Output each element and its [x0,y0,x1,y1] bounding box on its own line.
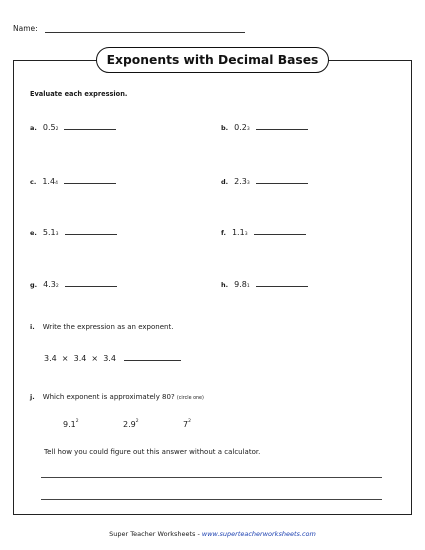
problem-base: 0.5 [42,123,56,132]
answer-blank [65,285,117,287]
question-i-expression [44,354,181,363]
problem-f [221,228,306,237]
problem-letter: f. [221,229,226,237]
choice-base: 2.9 [123,420,136,429]
problem-d [221,177,308,186]
problem-base: 1.4 [42,177,56,186]
problem-exponent: 3 [246,181,250,186]
problem-h [221,280,308,289]
question-i [30,323,173,331]
problem-exponent: 4 [55,181,58,186]
problem-letter: d. [221,178,229,186]
answer-blank [64,182,116,184]
problem-letter: c. [30,178,37,186]
question-text: Which exponent is approximately 80? [42,393,175,401]
problem-exponent: 3 [246,127,250,132]
choice-exponent: 2 [135,419,139,424]
answer-blank [65,233,117,235]
answer-blank [124,359,181,361]
problem-letter: h. [221,281,229,289]
answer-blank [64,128,116,130]
repeated-multiplication: 3.4 × 3.4 × 3.4 [44,354,116,363]
choice-base: 7 [183,420,189,429]
answer-blank [256,128,308,130]
worksheet-title: Exponents with Decimal Bases [96,47,329,73]
problem-letter: b. [221,124,229,132]
problem-exponent: 3 [244,232,248,237]
problem-letter: e. [30,229,37,237]
problem-exponent: 1 [246,284,250,289]
answer-blank [254,233,306,235]
instructions: Evaluate each expression. [30,90,128,98]
problem-base: 1.1 [231,228,245,237]
followup-question: Tell how you could figure out this answer without a calculator. [44,448,261,456]
choice-2 [123,419,139,429]
problem-g [30,280,117,289]
question-letter: j. [30,393,35,401]
problem-letter: a. [30,124,37,132]
choice-1 [63,419,79,429]
problem-c [30,177,116,186]
choice-exponent: 2 [188,419,191,424]
name-field-line [45,32,245,33]
question-note: (circle one) [176,396,204,401]
problem-exponent: 2 [55,284,59,289]
footer-text: Super Teacher Worksheets - [109,530,202,538]
footer-url[interactable]: www.superteacherworksheets.com [201,530,316,538]
problem-base: 5.1 [42,228,56,237]
problem-base: 0.2 [234,123,247,132]
writing-line-1 [41,477,382,478]
question-text: Write the expression as an exponent. [42,323,174,331]
problem-exponent: 3 [55,232,59,237]
problem-base: 4.3 [43,280,56,289]
problem-base: 2.3 [234,177,247,186]
choice-base: 9.1 [63,420,76,429]
footer [0,530,425,538]
problem-b [221,123,308,132]
choice-3 [183,419,191,429]
writing-line-2 [41,499,382,500]
problem-letter: g. [30,281,38,289]
problem-base: 9.8 [234,280,247,289]
answer-blank [256,182,308,184]
question-letter: i. [30,323,35,331]
name-label: Name: [13,24,38,33]
problem-exponent: 2 [55,127,59,132]
problem-e [30,228,117,237]
answer-blank [256,285,308,287]
question-j [30,393,204,401]
choice-exponent: 2 [75,419,79,424]
problem-a [30,123,116,132]
